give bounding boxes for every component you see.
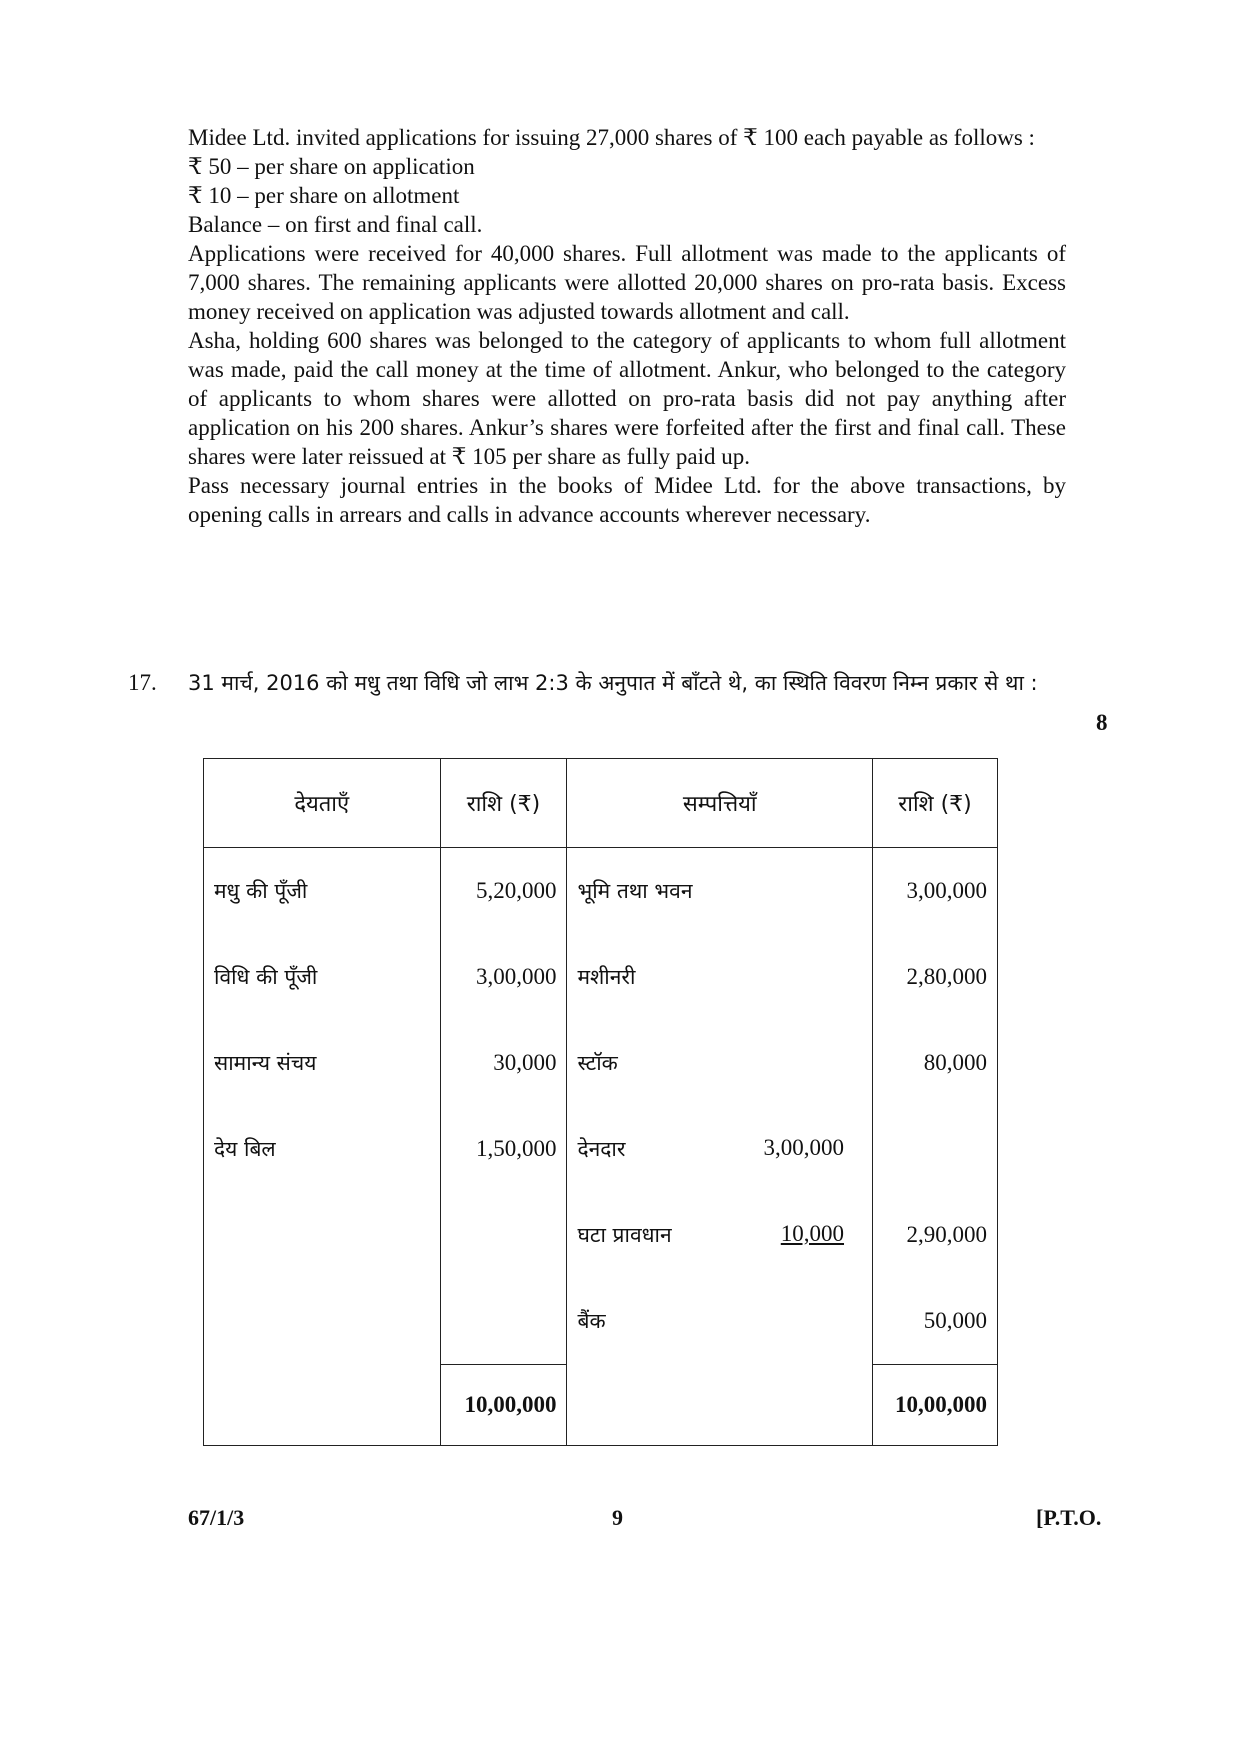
asset-label <box>567 1278 873 1365</box>
q16-paragraph-3: Pass necessary journal entries in the books of Midee Ltd. for the above transactions, by opening calls in arrears and calls in advance accounts wherever necessary. <box>188 473 1066 527</box>
question-number: 17. <box>128 670 157 695</box>
paper-code: 67/1/3 <box>188 1505 245 1530</box>
question-marks: 8 <box>1096 710 1108 735</box>
liability-amount: 3,00,000 <box>440 934 567 1020</box>
liability-amount: 30,000 <box>440 1020 567 1106</box>
asset-sub-amount: 3,00,000 <box>763 1135 845 1160</box>
question-text: 31 मार्च, 2016 को मधु तथा विधि जो लाभ 2:3 के अनुपात में बाँटते थे, का स्थिति विवरण निम्न प्रकार से था : <box>188 671 1038 695</box>
table-row <box>204 1106 998 1192</box>
asset-label <box>567 1020 873 1106</box>
liability-label <box>204 1278 441 1365</box>
asset-amount: 80,000 <box>873 1020 998 1106</box>
table-total-row <box>204 1365 998 1446</box>
liability-amount <box>440 1192 567 1278</box>
q16-term-call: Balance – on first and final call. <box>188 212 483 237</box>
liability-amount: 1,50,000 <box>440 1106 567 1192</box>
total-liabilities: 10,00,000 <box>440 1365 567 1446</box>
liability-label: मधु की पूँजी <box>204 848 441 935</box>
page-number: 9 <box>612 1505 623 1530</box>
pto-label: [P.T.O. <box>1036 1505 1102 1530</box>
table-row <box>204 934 998 1020</box>
liability-label: विधि की पूँजी <box>204 934 441 1020</box>
q16-paragraph-2: Asha, holding 600 shares was belonged to the category of applicants to whom full allotment was made, paid the call money at the time of allotment. Ankur, who belonged to the category of applicants to whom shares were allotted on pro-rata basis did not pay anything after application on his 200 shares. Ankur’s shares were forfeited after the first and final call. These shares were later reissued at ₹ 105 per share as fully paid up. <box>188 328 1066 469</box>
liability-amount <box>440 1278 567 1365</box>
table-row <box>204 1020 998 1106</box>
table-header-row <box>204 759 998 848</box>
asset-sub-amount: 10,000 <box>780 1221 845 1246</box>
balance-sheet-table <box>203 758 998 1446</box>
table-row <box>204 1278 998 1365</box>
q16-paragraph-1: Applications were received for 40,000 shares. Full allotment was made to the applicants of 7,000 shares. The remaining applicants were allotted 20,000 shares on pro-rata basis. Excess money received on application was adjusted towards allotment and call. <box>188 241 1066 324</box>
asset-label <box>567 848 873 935</box>
asset-name: घटा प्रावधान <box>577 1223 672 1247</box>
asset-label <box>567 1192 873 1278</box>
asset-name: भूमि तथा भवन <box>577 879 693 903</box>
header-amount-liabilities: राशि (₹) <box>440 759 567 848</box>
asset-amount: 2,90,000 <box>873 1192 998 1278</box>
q16-intro: Midee Ltd. invited applications for issuing 27,000 shares of ₹ 100 each payable as follows : <box>188 125 1035 150</box>
asset-amount: 3,00,000 <box>873 848 998 935</box>
asset-amount <box>873 1106 998 1192</box>
total-asset-blank <box>567 1365 873 1446</box>
asset-amount: 2,80,000 <box>873 934 998 1020</box>
asset-name: स्टॉक <box>577 1051 618 1075</box>
asset-name: बैंक <box>577 1309 606 1334</box>
asset-label <box>567 934 873 1020</box>
q16-term-allotment: ₹ 10 – per share on allotment <box>188 183 460 208</box>
table-row <box>204 1192 998 1278</box>
asset-name: देनदार <box>577 1137 626 1161</box>
question-16-text <box>188 123 1066 529</box>
liability-label: सामान्य संचय <box>204 1020 441 1106</box>
total-liab-blank <box>204 1365 441 1446</box>
liability-label <box>204 1192 441 1278</box>
header-liabilities: देयताएँ <box>204 759 441 848</box>
header-amount-assets: राशि (₹) <box>873 759 998 848</box>
asset-amount: 50,000 <box>873 1278 998 1365</box>
table-row <box>204 848 998 935</box>
asset-label <box>567 1106 873 1192</box>
liability-amount: 5,20,000 <box>440 848 567 935</box>
liability-label: देय बिल <box>204 1106 441 1192</box>
header-assets: सम्पत्तियाँ <box>567 759 873 848</box>
q16-term-application: ₹ 50 – per share on application <box>188 154 475 179</box>
total-assets: 10,00,000 <box>873 1365 998 1446</box>
asset-name: मशीनरी <box>577 965 636 989</box>
